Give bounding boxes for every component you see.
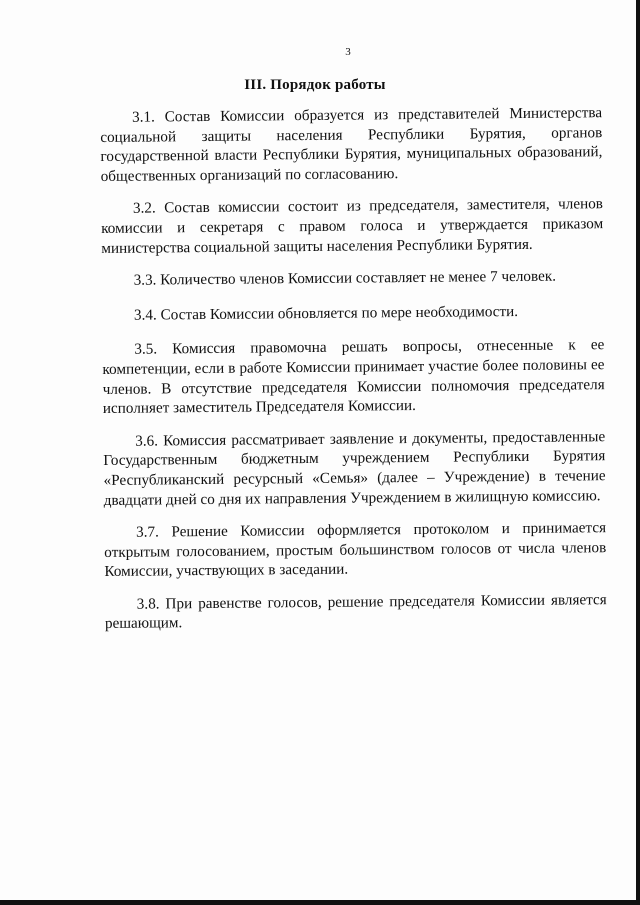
paragraph-3-1: 3.1. Состав Комиссии образуется из представителей Министерства социальной защиты населения Республики Бурятия, органов государственной власти Республики Бурятия, муниципальных образований, общественных организаций по согласованию. [100, 104, 603, 185]
paragraph-3-7: 3.7. Решение Комиссии оформляется протоколом и принимается открытым голосованием, простым большинством голосов от числа членов Комиссии, участвующих в заседании. [104, 519, 607, 581]
scan-border-right [636, 0, 640, 905]
page-number: 3 [345, 46, 351, 58]
paragraph-3-4: 3.4. Состав Комиссии обновляется по мере необходимости. [133, 302, 519, 324]
paragraph-3-3: 3.3. Количество членов Комиссии составляет не менее 7 человек. [133, 267, 557, 289]
paragraph-3-2: 3.2. Состав комиссии состоит из председателя, заместителя, членов комиссии и секретаря с правом голоса и утверждается приказом министерства социальной защиты населения Республики Бурятия. [101, 195, 604, 257]
paragraph-3-8: 3.8. При равенстве голосов, решение председателя Комиссии является решающим. [104, 591, 607, 633]
scan-border-bottom [0, 900, 640, 905]
paragraph-3-5: 3.5. Комиссия правомочна решать вопросы, отнесенные к ее компетенции, если в работе Комиссии принимает участие более половины ее членов. В отсутствие председателя Комиссии полномочия председателя исполняет заместитель Председателя Комиссии. [102, 336, 605, 418]
paragraph-3-6: 3.6. Комиссия рассматривает заявление и документы, предоставленные Государственным бюджетным учреждением Республики Бурятия «Республиканский ресурсный «Семья» (далее – Учреждение) в течение двадцати дней со дня их направления Учреждением в жилищную комиссию. [103, 427, 606, 509]
section-title: III. Порядок работы [244, 77, 386, 93]
document-body [100, 103, 607, 647]
